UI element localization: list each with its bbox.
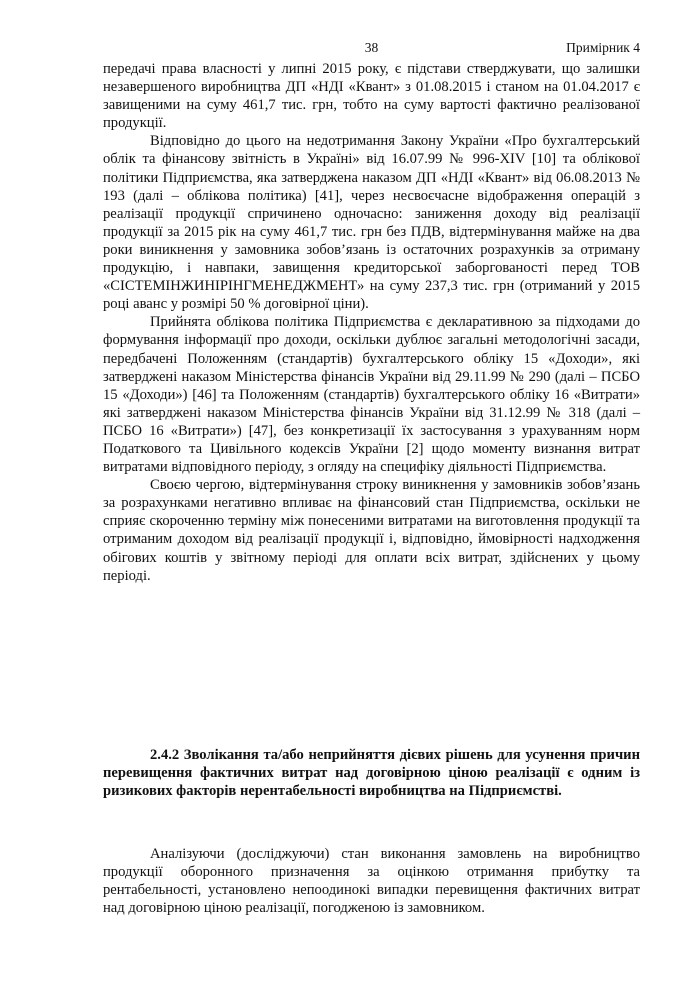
paragraph-financial-impact: Своєю чергою, відтермінування строку виникнення у замовників зобов’язань за розрахунками негативно впливає на фінансовий стан Підприємства, оскільки не сприяє скороченню терміну між понесеними витратами на виготовлення продукції та отриманим доходом від реалізації продукції і, відповідно, ймовірності надходження обігових коштів у звітному періоді для оплати всіх витрат, здійснених у цьому періоді. (103, 477, 640, 584)
section-heading: 2.4.2 Зволікання та/або неприйняття дієвих рішень для усунення причин перевищення фактичних витрат над договірною ціною реалізації є одним із ризикових факторів нерентабельності виробництва на Підприємстві. (103, 747, 640, 800)
copy-label: Примірник 4 (566, 40, 640, 55)
paragraph-law-violation: Відповідно до цього на недотримання Закону України «Про бухгалтерський облік та фінансову звітність в Україні» від 16.07.99 № 996-XIV [10] та облікової політики Підприємства, яка затверджена наказом ДП «НДІ «Квант» від 06.08.2013 № 193 (далі – облікова політика) [41], через несвоєчасне відображення операцій з реалізації продукції спричинено одночасно: заниження доходу від реалізації продукції за 2015 рік на суму 461,7 тис. грн без ПДВ, відтермінування майже на два роки виникнення у замовника зобов’язань із остаточних розрахунків за отриману продукцію, і навпаки, завищення кредиторської заборгованості перед ТОВ «СІСТЕМІНЖИНІРІНГМЕНЕДЖМЕНТ» на суму 237,3 тис. грн (отриманий у 2015 році аванс у розмірі 50 % договірної ціни). (103, 133, 640, 313)
page-number: 38 (364, 40, 379, 55)
page-header (103, 40, 640, 58)
paragraph-continuation: передачі права власності у липні 2015 року, є підстави стверджувати, що залишки незавершеного виробництва ДП «НДІ «Квант» з 01.08.2015 і станом на 01.04.2017 є завищеними на суму 461,7 тис. грн, тобто на суму вартості фактично реалізованої продукції. (103, 61, 640, 132)
paragraph-accounting-policy: Прийнята облікова політика Підприємства є декларативною за підходами до формування інформації про доходи, оскільки дублює загальні методологічні засади, передбачені Положенням (стандартів) бухгалтерського обліку 15 «Доходи», які затверджені наказом Міністерства фінансів України від 29.11.99 № 290 (далі – ПСБО 15 «Доходи») [46] та Положенням (стандартів) бухгалтерського обліку 16 «Витрати» які затверджені наказом Міністерства фінансів України від 31.12.99 № 318 (далі – ПСБО 16 «Витрати») [47], без конкретизації їх застосування з урахуванням норм Податкового та Цивільного кодексів України [2] щодо моменту визнання витрат витратами відповідного періоду, з огляду на специфіку діяльності Підприємства. (103, 314, 640, 476)
document-body (103, 60, 640, 585)
section-paragraph: Аналізуючи (досліджуючи) стан виконання замовлень на виробництво продукції оборонного призначення за оцінкою отримання прибутку та рентабельності, установлено непоодинокі випадки перевищення фактичних витрат над договірною ціною реалізації, погодженою із замовником. (103, 846, 640, 917)
